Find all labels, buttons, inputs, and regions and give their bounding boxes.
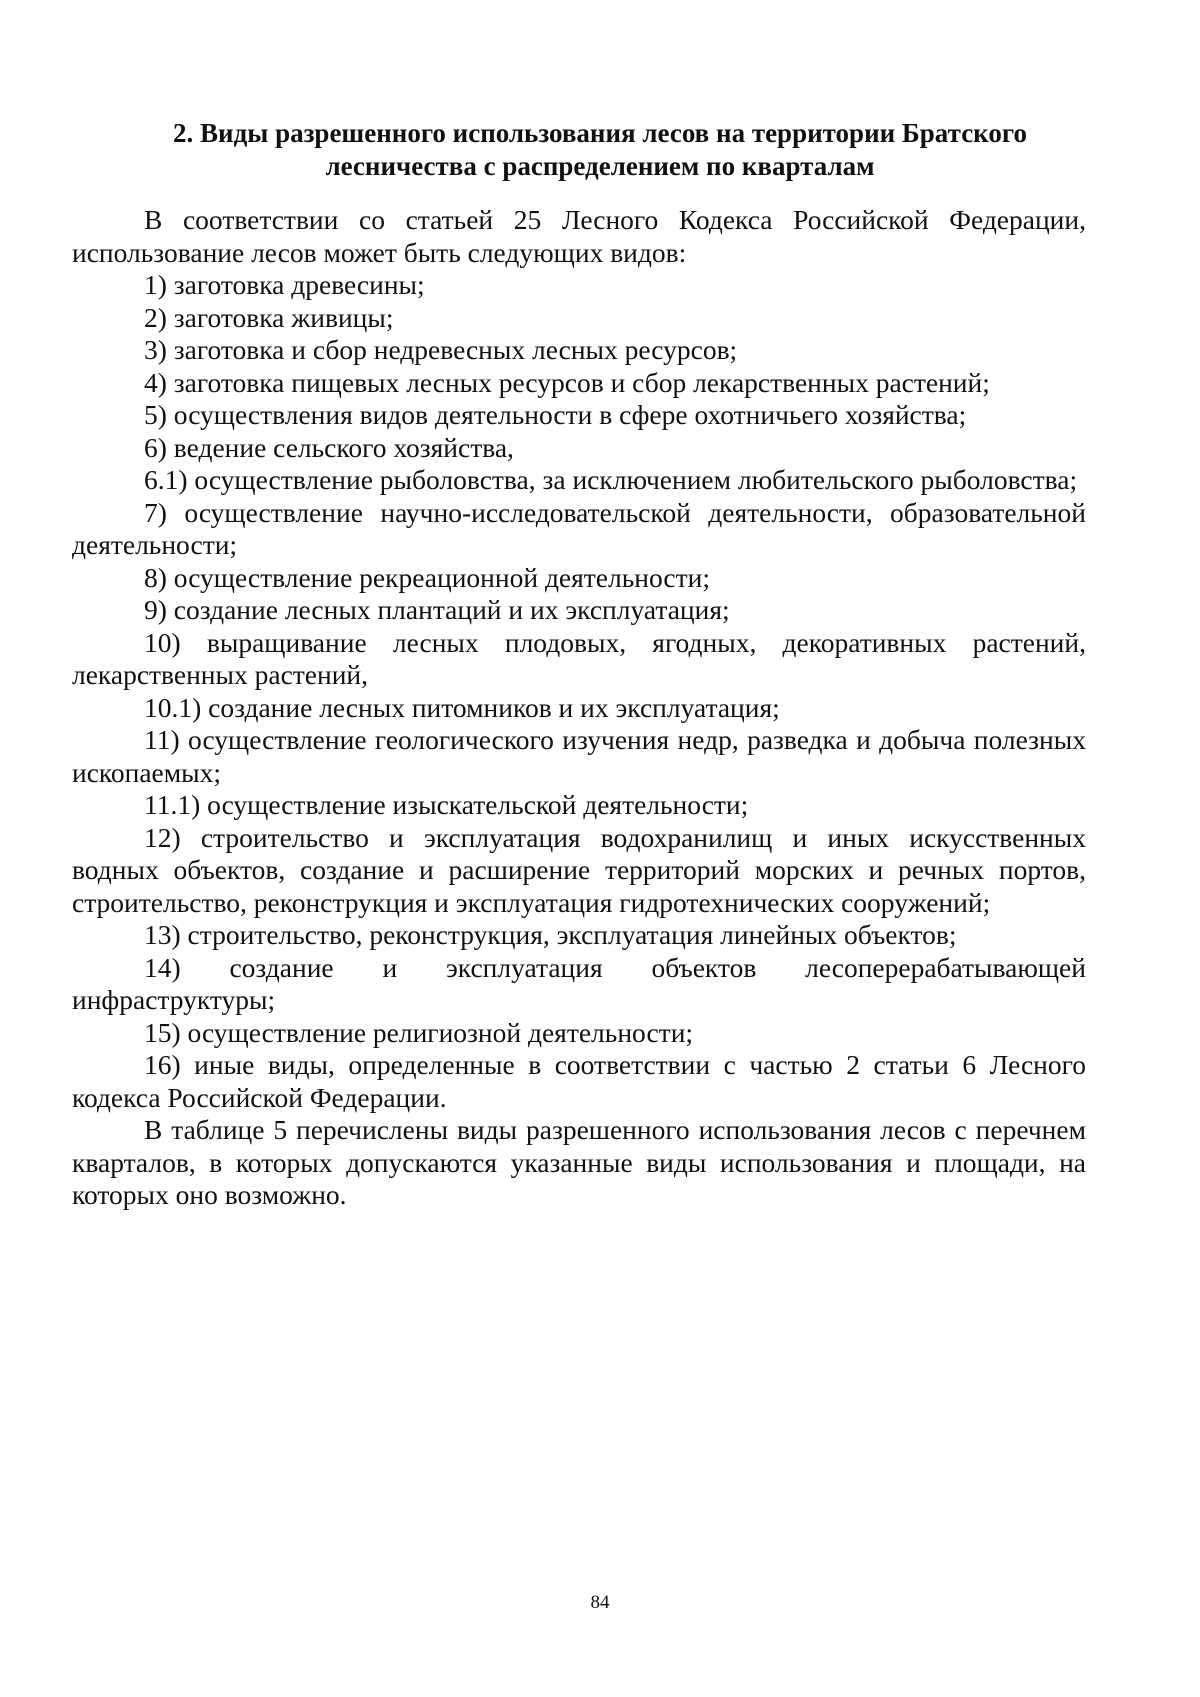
list-item: 6) ведение сельского хозяйства,	[144, 431, 514, 463]
list-item: 1) заготовка древесины;	[144, 269, 425, 300]
body-text	[72, 204, 1086, 1212]
list-item: 9) создание лесных плантаций и их эксплуатация;	[144, 594, 730, 625]
list-item: 13) строительство, реконструкция, эксплуатация линейных объектов;	[144, 919, 957, 950]
list-item: 10.1) создание лесных питомников и их эксплуатация;	[144, 691, 780, 723]
list-item: 14) создание и эксплуатация объектов лесоперерабатывающей инфраструктуры;	[72, 951, 1086, 1015]
list-item: 6.1) осуществление рыболовства, за исключением любительского рыболовства;	[144, 464, 1078, 495]
intro-paragraph: В соответствии со статьей 25 Лесного Кодекса Российской Федерации, использование лесов может быть следующих видов:	[72, 204, 1086, 268]
list-item: 16) иные виды, определенные в соответствии с частью 2 статьи 6 Лесного кодекса Российской Федерации.	[72, 1049, 1086, 1113]
list-item: 4) заготовка пищевых лесных ресурсов и сбор лекарственных растений;	[144, 366, 990, 398]
heading-line-1: 2. Виды разрешенного использования лесов на территории Братского	[173, 118, 1027, 148]
page-number: 84	[590, 1592, 610, 1613]
list-item: 5) осуществления видов деятельности в сфере охотничьего хозяйства;	[144, 399, 967, 430]
list-item: 11.1) осуществление изыскательской деятельности;	[144, 789, 749, 820]
list-item: 2) заготовка живицы;	[144, 301, 394, 333]
heading-line-2: лесничества с распределением по кварталам	[325, 151, 875, 181]
list-item: 11) осуществление геологического изучения недр, разведка и добыча полезных ископаемых;	[72, 724, 1086, 788]
list-item: 8) осуществление рекреационной деятельности;	[144, 561, 711, 593]
section-heading	[120, 117, 1080, 183]
list-item: 12) строительство и эксплуатация водохранилищ и иных искусственных водных объектов, создание и расширение территорий морских и речных портов, строительство, реконструкция и эксплуатация гидротехнических сооружений;	[72, 821, 1086, 918]
list-item: 3) заготовка и сбор недревесных лесных ресурсов;	[144, 334, 738, 365]
closing-paragraph: В таблице 5 перечислены виды разрешенного использования лесов с перечнем кварталов, в которых допускаются указанные виды использования и площади, на которых оно возможно.	[72, 1114, 1086, 1210]
list-item: 15) осуществление религиозной деятельности;	[144, 1016, 694, 1048]
list-item: 7) осуществление научно-исследовательской деятельности, образовательной деятельности;	[72, 496, 1086, 560]
list-item: 10) выращивание лесных плодовых, ягодных, декоративных растений, лекарственных растений,	[72, 626, 1086, 690]
